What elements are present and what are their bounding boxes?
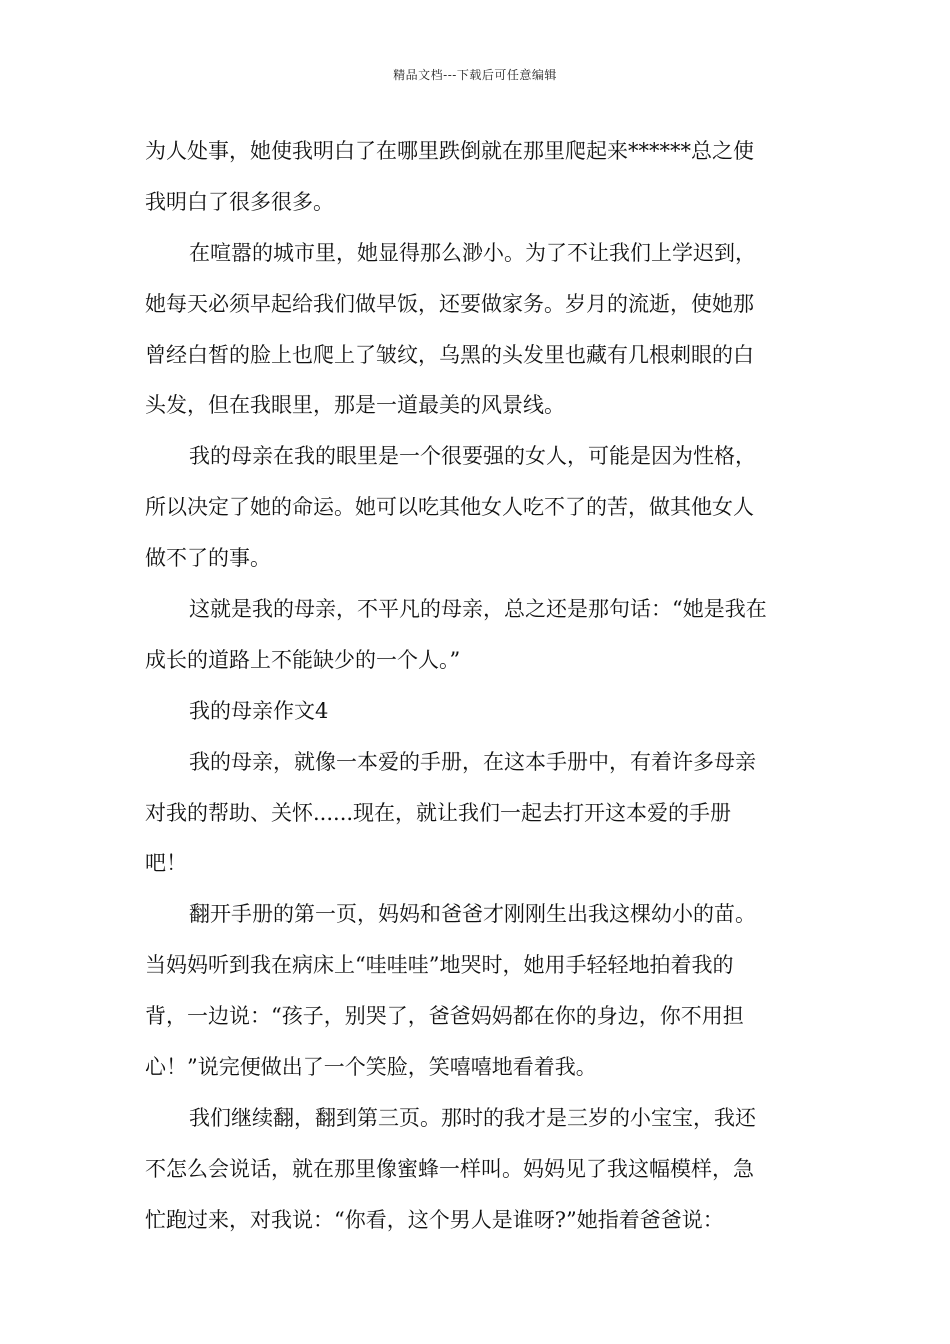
text-line: 心！”说完便做出了一个笑脸，笑嘻嘻地看着我。	[145, 1055, 597, 1080]
text-line: 她每天必须早起给我们做早饭，还要做家务。岁月的流逝，使她那	[145, 291, 754, 316]
text-line: 为人处事，她使我明白了在哪里跌倒就在那里爬起来******总之使	[145, 139, 754, 163]
text-line: 做不了的事。	[145, 546, 271, 571]
text-line: 吧！	[145, 851, 187, 876]
text-line: 头发，但在我眼里，那是一道最美的风景线。	[145, 393, 565, 418]
paragraph-start-line: 我的母亲在我的眼里是一个很要强的女人，可能是因为性格，	[189, 444, 756, 469]
text-line: 成长的道路上不能缺少的一个人。”	[145, 647, 461, 672]
text-line: 我明白了很多很多。	[145, 189, 334, 214]
text-line: 不怎么会说话，就在那里像蜜蜂一样叫。妈妈见了我这幅模样，急	[145, 1156, 754, 1181]
text-line: 曾经白皙的脸上也爬上了皱纹，乌黑的头发里也藏有几根刺眼的白	[145, 342, 754, 367]
text-line: 当妈妈听到我在病床上“哇哇哇”地哭时，她用手轻轻地拍着我的	[145, 953, 734, 978]
text-line: 背，一边说：“孩子，别哭了，爸爸妈妈都在你的身边，你不用担	[145, 1004, 744, 1029]
paragraph-start-line: 我的母亲，就像一本爱的手册，在这本手册中，有着许多母亲	[189, 749, 756, 774]
paragraph-start-line: 在喧嚣的城市里，她显得那么渺小。为了不让我们上学迟到，	[189, 240, 756, 265]
text-line: 对我的帮助、关怀......现在，就让我们一起去打开这本爱的手册	[145, 800, 732, 825]
paragraph-start-line: 翻开手册的第一页，妈妈和爸爸才刚刚生出我这棵幼小的苗。	[189, 902, 756, 927]
text-line: 忙跑过来，对我说：“你看，这个男人是谁呀?”她指着爸爸说：	[145, 1207, 724, 1232]
paragraph-start-line: 这就是我的母亲，不平凡的母亲，总之还是那句话：“她是我在	[189, 597, 767, 622]
paragraph-start-line: 我们继续翻，翻到第三页。那时的我才是三岁的小宝宝，我还	[189, 1105, 756, 1130]
page-header: 精品文档---下载后可任意编辑	[393, 68, 557, 82]
text-line: 所以决定了她的命运。她可以吃其他女人吃不了的苦，做其他女人	[145, 495, 754, 520]
section-heading: 我的母亲作文4	[189, 698, 329, 723]
article-body	[145, 126, 807, 1246]
